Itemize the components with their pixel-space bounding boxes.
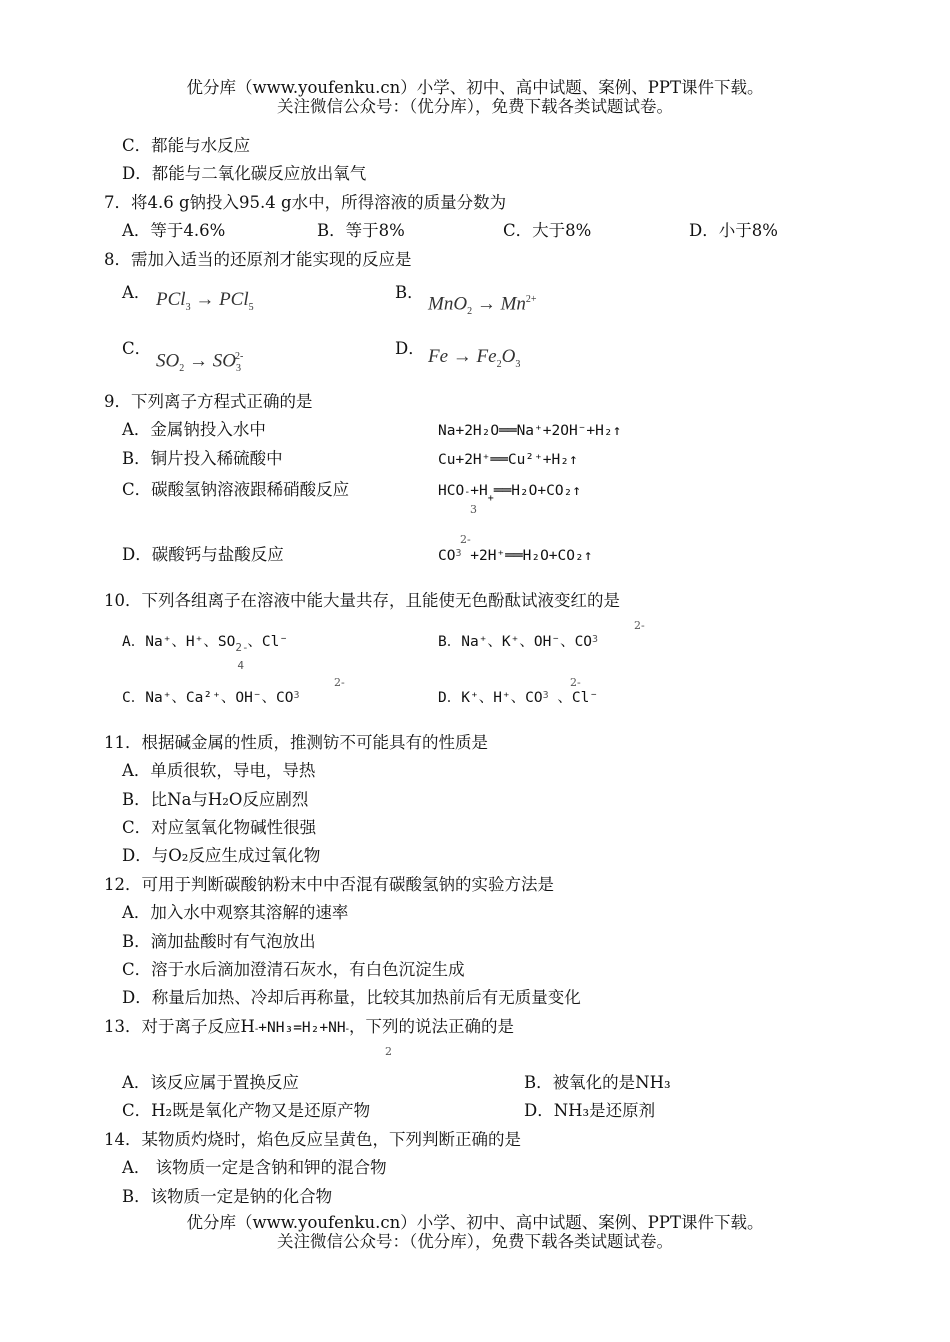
- q9-option-d-equation: $CO^3$ +2H⁺══H₂O+CO₂↑: [438, 548, 593, 564]
- q13-option-b: B．被氧化的是NH₃: [524, 1073, 671, 1092]
- right-arrow-icon: →: [476, 293, 496, 315]
- q7-stem: 7．将4.6 g钠投入95.4 g水中，所得溶液的质量分数为: [104, 193, 507, 212]
- footer-line-1: 优分库（www.youfenku.cn）小学、初中、高中试题、案例、PPT课件下载。: [186, 1213, 764, 1232]
- q14-option-a: A． 该物质一定是含钠和钾的混合物: [122, 1158, 387, 1177]
- q10-option-c: C．Na⁺、Ca²⁺、OH⁻、$CO^3$: [122, 690, 300, 706]
- q10-option-d: D．K⁺、H⁺、$CO^3$ 、Cl⁻: [438, 690, 599, 706]
- footer-line-2: 关注微信公众号：（优分库），免费下载各类试题试卷。: [277, 1232, 673, 1251]
- q12-option-c: C．溶于水后滴加澄清石灰水，有白色沉淀生成: [122, 960, 465, 979]
- q10-option-d-superscript: 2-: [570, 676, 581, 689]
- q8-stem: 8．需加入适当的还原剂才能实现的反应是: [104, 250, 412, 269]
- q9-option-d-superscript: 2-: [460, 533, 471, 546]
- q11-option-b: B．比Na与H₂O反应剧烈: [122, 790, 309, 809]
- q9-stem: 9．下列离子方程式正确的是: [104, 392, 313, 411]
- right-arrow-icon: →: [452, 346, 472, 367]
- right-arrow-icon: →: [188, 350, 208, 372]
- q8-formula-c: $SO_2 \to SO_3^{2-}$: [156, 350, 244, 375]
- q7-option-b: B．等于8%: [317, 221, 405, 240]
- q6-option-d: D．都能与二氧化碳反应放出氧气: [122, 164, 367, 183]
- q10-option-b: B．Na⁺、K⁺、OH⁻、$CO^3$: [438, 634, 599, 650]
- q12-option-d: D．称量后加热、冷却后再称量，比较其加热前后有无质量变化: [122, 988, 581, 1007]
- q14-stem: 14．某物质灼烧时，焰色反应呈黄色，下列判断正确的是: [104, 1130, 521, 1149]
- q10-option-a: A．Na⁺、H⁺、SO 2- 4 、Cl⁻: [122, 634, 289, 672]
- q10-option-c-superscript: 2-: [334, 676, 345, 689]
- q12-option-b: B．滴加盐酸时有气泡放出: [122, 932, 316, 951]
- q7-option-d: D．小于8%: [689, 221, 778, 240]
- q13-option-a: A．该反应属于置换反应: [122, 1073, 299, 1092]
- q14-option-b: B．该物质一定是钠的化合物: [122, 1187, 333, 1206]
- q10-stem: 10．下列各组离子在溶液中能大量共存，且能使无色酚酞试液变红的是: [104, 591, 620, 610]
- q13-stem-subscript: 2: [385, 1045, 392, 1058]
- header-line-2: 关注微信公众号：（优分库），免费下载各类试题试卷。: [277, 97, 673, 116]
- q11-option-a: A．单质很软，导电，导热: [122, 761, 316, 780]
- q9-option-c-subscript: 3: [470, 503, 477, 516]
- q8-label-d: D．: [395, 339, 425, 358]
- header-line-1: 优分库（www.youfenku.cn）小学、初中、高中试题、案例、PPT课件下载。: [186, 78, 764, 97]
- q9-option-a-equation: Na+2H₂O══Na⁺+2OH⁻+H₂↑: [438, 423, 622, 439]
- q9-option-c-equation: HCO-$+H_+══H_2O+CO_2↑$: [438, 483, 582, 504]
- q9-option-b-equation: Cu+2H⁺══Cu²⁺+H₂↑: [438, 452, 578, 468]
- q10-option-b-superscript: 2-: [634, 619, 645, 632]
- q6-option-c: C．都能与水反应: [122, 136, 251, 155]
- q8-formula-a: PCl$_3$ → PCl$_5$: [156, 289, 254, 313]
- q9-option-a-text: A．金属钠投入水中: [122, 420, 266, 439]
- q12-stem: 12．可用于判断碳酸钠粉末中中否混有碳酸氢钠的实验方法是: [104, 875, 554, 894]
- right-arrow-icon: →: [195, 289, 215, 310]
- q8-formula-b: $MnO_2 \to Mn^{2+}$: [428, 293, 537, 318]
- q8-label-c: C．: [122, 339, 152, 358]
- q11-option-c: C．对应氢氧化物碱性很强: [122, 818, 317, 837]
- q8-label-b: B．: [395, 283, 424, 302]
- q8-formula-d: $Fe \to Fe_2O_3$: [428, 346, 521, 370]
- q13-option-c: C．H₂既是氧化产物又是还原产物: [122, 1101, 371, 1120]
- q11-option-d: D．与O₂反应生成过氧化物: [122, 846, 321, 865]
- q13-stem: 13．对于离子反应H-+NH₃=H₂+NH-，下列的说法正确的是: [104, 1017, 514, 1036]
- q9-option-c-text: C．碳酸氢钠溶液跟稀硝酸反应: [122, 480, 350, 499]
- q7-option-c: C．大于8%: [503, 221, 592, 240]
- q8-label-a: A．: [122, 283, 151, 302]
- q13-option-d: D．NH₃是还原剂: [524, 1101, 656, 1120]
- q12-option-a: A．加入水中观察其溶解的速率: [122, 903, 349, 922]
- q9-option-b-text: B．铜片投入稀硫酸中: [122, 449, 283, 468]
- q9-option-d-text: D．碳酸钙与盐酸反应: [122, 545, 284, 564]
- q7-option-a: A．等于4.6%: [122, 221, 226, 240]
- q11-stem: 11．根据碱金属的性质，推测钫不可能具有的性质是: [104, 733, 488, 752]
